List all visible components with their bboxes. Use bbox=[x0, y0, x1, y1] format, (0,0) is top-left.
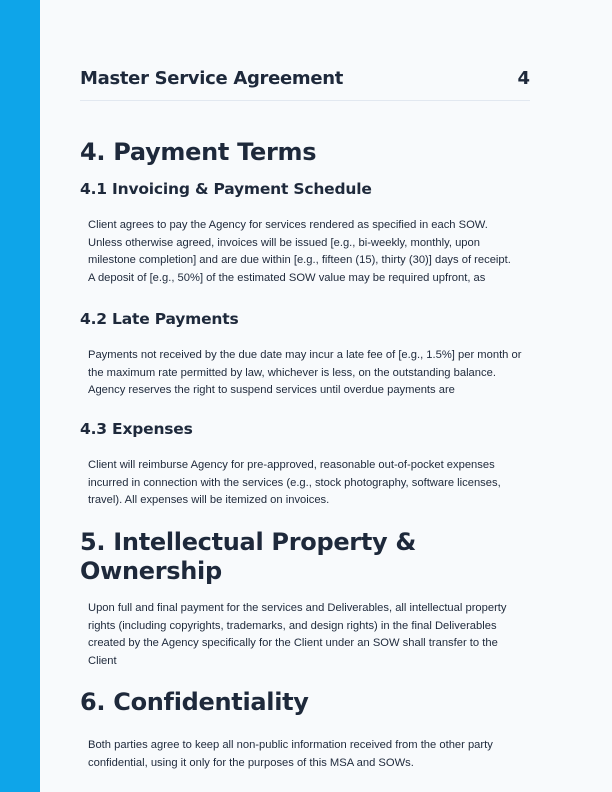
paragraph-text: Payments not received by the due date may incur a late fee of [e.g., 1.5%] per month or the maximum rate permitted by law, whichever is less, on the outstanding balance. Agency reserves the right to suspend services until overdue payments are bbox=[88, 349, 522, 396]
paragraph-confidentiality bbox=[88, 737, 524, 772]
paragraph-text: Client will reimburse Agency for pre-approved, reasonable out-of-pocket expenses incurred in connection with the services (e.g., stock photography, software licenses, travel). All expenses will be itemized on invoices. bbox=[88, 459, 501, 506]
accent-sidebar bbox=[0, 0, 40, 792]
paragraph-intellectual-property bbox=[88, 600, 524, 670]
document-title: Master Service Agreement bbox=[80, 68, 344, 89]
section-heading-intellectual-property: 5. Intellectual Property & Ownership bbox=[80, 528, 417, 585]
paragraph-expenses bbox=[88, 457, 524, 510]
paragraph-late-payments bbox=[88, 347, 524, 400]
paragraph-text: Upon full and final payment for the services and Deliverables, all intellectual property rights (including copyrights, trademarks, and design rights) in the final Deliverables created by the Agency specifically for the Client under an SOW shall transfer to the Client bbox=[88, 602, 507, 667]
page-number: 4 bbox=[517, 68, 530, 89]
paragraph-invoicing bbox=[88, 217, 524, 304]
section-heading-payment-terms: 4. Payment Terms bbox=[80, 138, 317, 166]
page-header bbox=[80, 68, 530, 101]
paragraph-text: A deposit of [e.g., 50%] of the estimated SOW value may be required upfront, as bbox=[88, 271, 486, 284]
paragraph-text: Client agrees to pay the Agency for services rendered as specified in each SOW. Unless otherwise agreed, invoices will be issued [e.g., bi-weekly, monthly, upon milestone completion] and are due within [e.g., fifteen (15), thirty (30)] days of receipt. bbox=[88, 219, 511, 266]
paragraph-text: Both parties agree to keep all non-public information received from the other party confidential, using it only for the purposes of this MSA and SOWs. bbox=[88, 739, 493, 769]
subsection-heading-late-payments: 4.2 Late Payments bbox=[80, 310, 239, 328]
subsection-heading-expenses: 4.3 Expenses bbox=[80, 420, 193, 438]
section-heading-confidentiality: 6. Confidentiality bbox=[80, 688, 309, 716]
subsection-heading-invoicing: 4.1 Invoicing & Payment Schedule bbox=[80, 180, 372, 198]
